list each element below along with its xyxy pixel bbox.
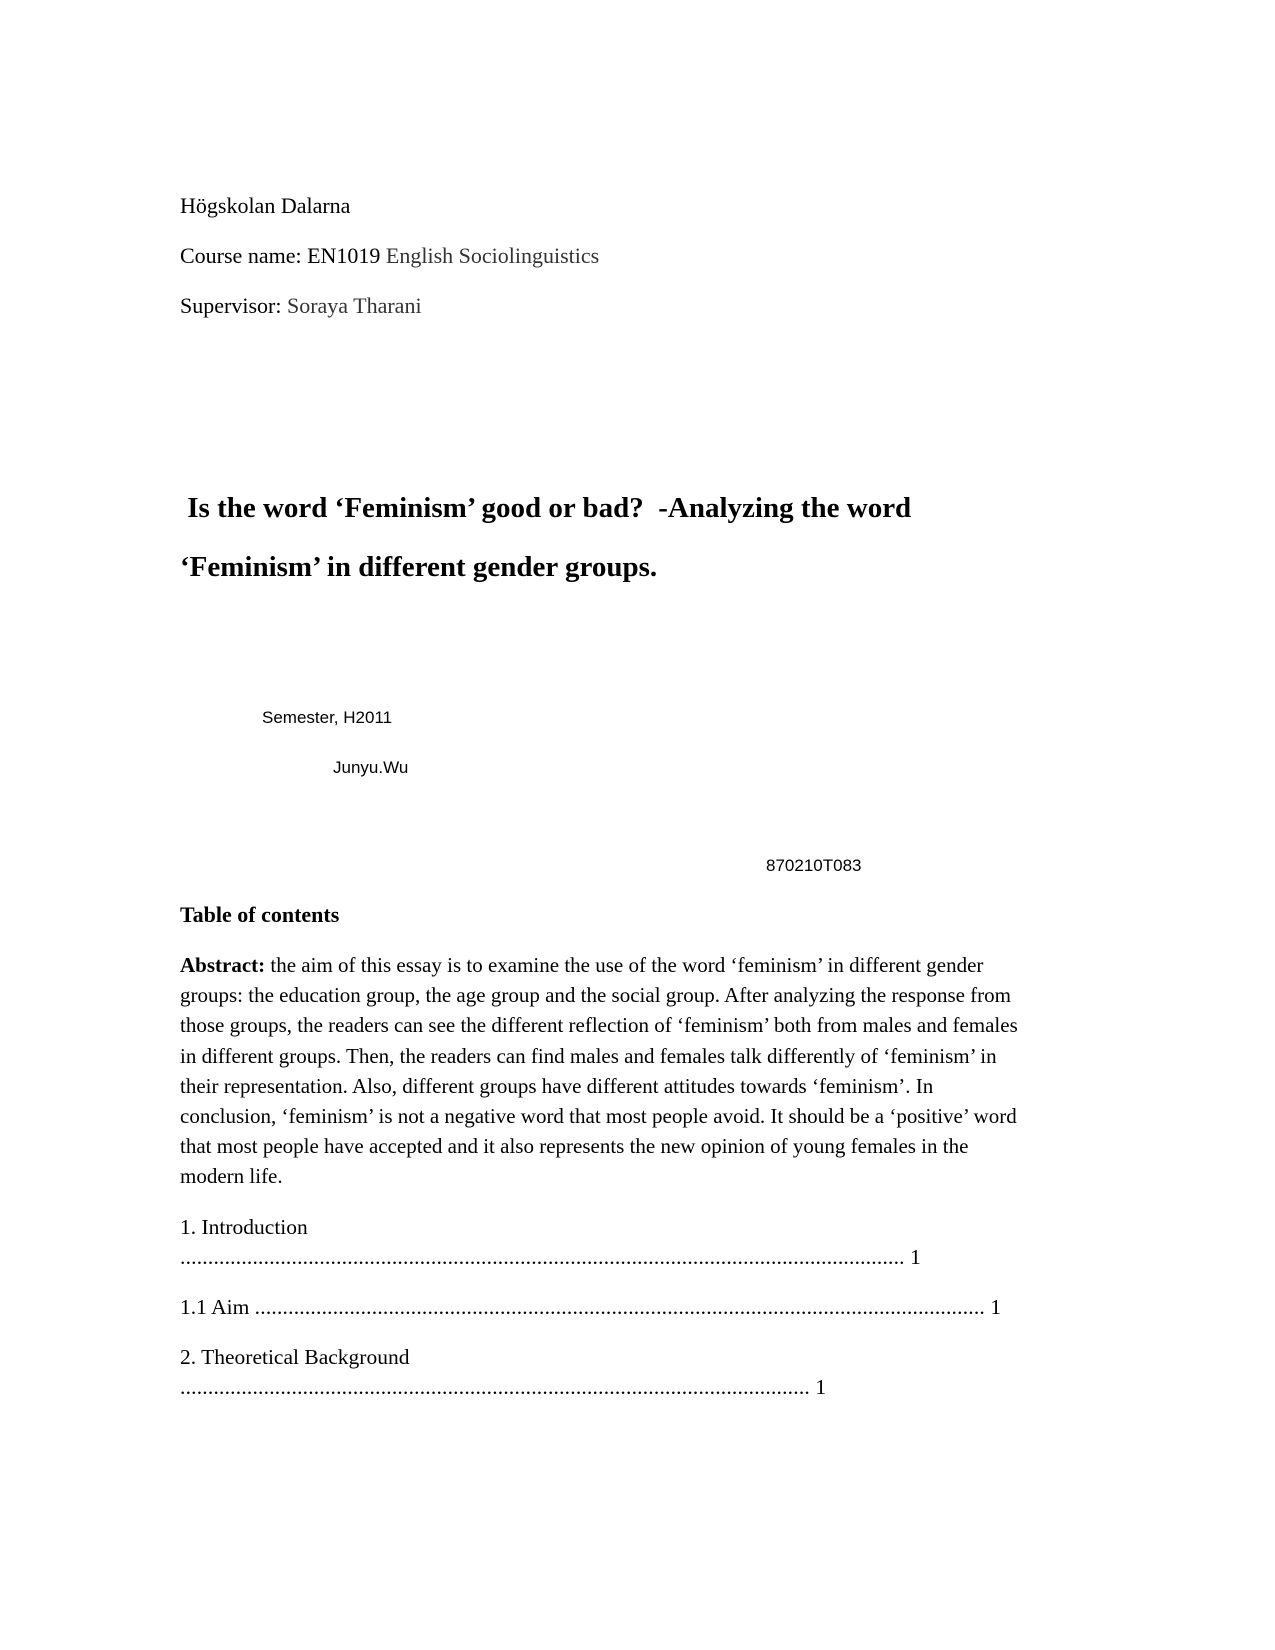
institution-name bbox=[180, 192, 350, 220]
abstract-text: the aim of this essay is to examine the use of the word ‘feminism’ in different gender groups: the education group, the age group and the social group. After analyzing the response from those groups, the readers can see the different reflection of ‘feminism’ both from males and females in different groups. Then, the readers can find males and females talk differently of ‘feminism’ in their representation. Also, different groups have different attitudes towards ‘feminism’. In conclusion, ‘feminism’ is not a negative word that most people avoid. It should be a ‘positive’ word that most people have accepted and it also represents the new opinion of young females in the modern life. bbox=[180, 953, 1018, 1189]
semester-label: Semester, H2011 bbox=[262, 708, 393, 727]
supervisor-line bbox=[180, 292, 422, 320]
author-name: Junyu.Wu bbox=[333, 758, 409, 777]
toc-entry-theoretical-background-label: 2. Theoretical Background bbox=[180, 1345, 410, 1369]
supervisor-label: Supervisor: bbox=[180, 293, 287, 318]
toc-entry-introduction-leader bbox=[180, 1242, 921, 1272]
course-name-line bbox=[180, 242, 599, 270]
supervisor-name: Soraya Tharani bbox=[286, 293, 422, 318]
course-label: Course name: bbox=[180, 243, 308, 268]
dot-leader: .................................................................................................................................. bbox=[180, 1245, 905, 1269]
institution-text: Högskolan Dalarna bbox=[180, 193, 351, 218]
toc-entry-aim bbox=[180, 1292, 1001, 1322]
toc-page-number: 1 bbox=[985, 1295, 1002, 1319]
essay-title-line-2: ‘Feminism’ in different gender groups. bbox=[180, 551, 658, 583]
course-title: English Sociolinguistics bbox=[385, 243, 600, 268]
course-code: EN1019 bbox=[307, 243, 386, 268]
abstract-paragraph bbox=[180, 950, 1030, 1192]
dot-leader: ................................................................................................................................... bbox=[254, 1295, 985, 1319]
essay-title-line-1: Is the word ‘Feminism’ good or bad? -Analyzing the word bbox=[180, 492, 912, 524]
toc-entry-theoretical-background-leader bbox=[180, 1372, 826, 1402]
toc-page-number: 1 bbox=[904, 1245, 921, 1269]
student-id: 870210T083 bbox=[766, 856, 862, 875]
toc-page-number: 1 bbox=[809, 1375, 827, 1399]
toc-entry-aim-label: 1.1 Aim bbox=[180, 1295, 255, 1319]
toc-heading: Table of contents bbox=[180, 902, 340, 927]
dot-leader: ................................................................................................................. bbox=[180, 1375, 810, 1399]
toc-entry-introduction-label: 1. Introduction bbox=[180, 1215, 308, 1239]
abstract-label: Abstract: bbox=[180, 953, 266, 977]
